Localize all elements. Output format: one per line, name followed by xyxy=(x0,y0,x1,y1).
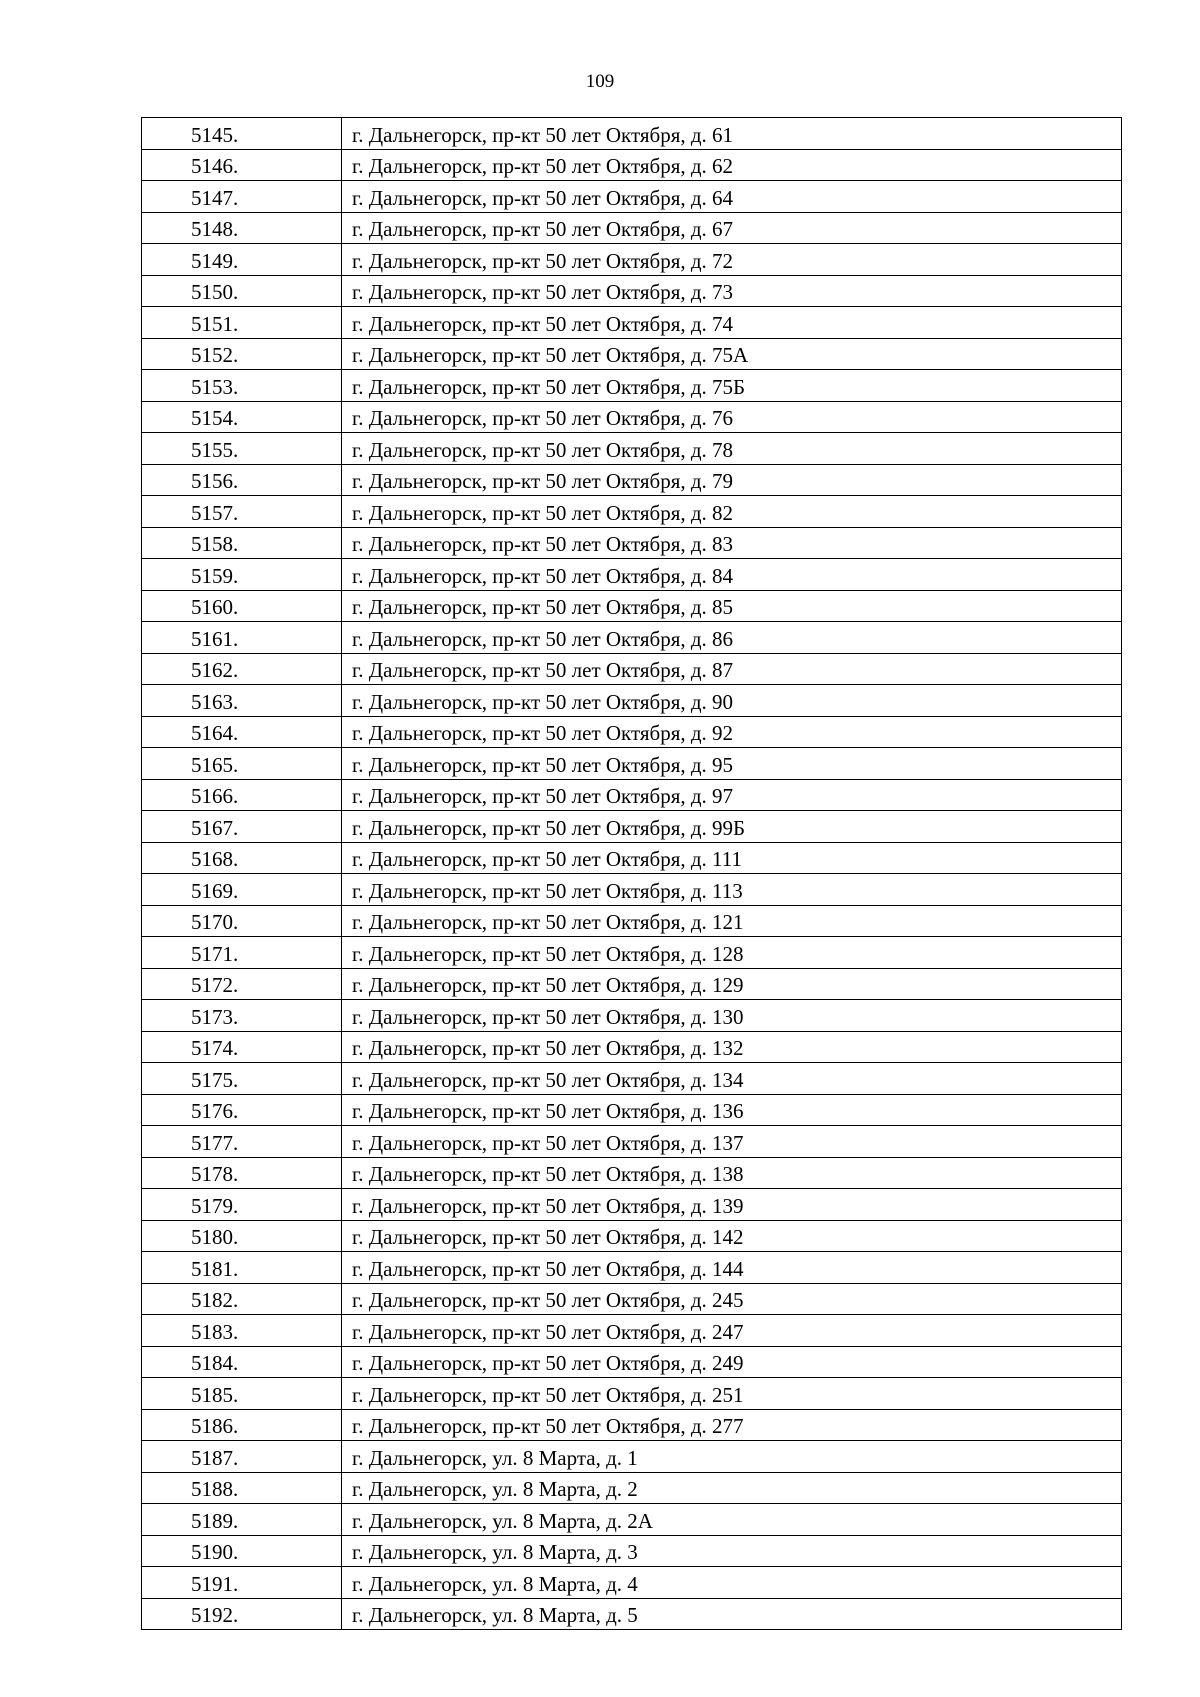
address-cell: г. Дальнегорск, пр-кт 50 лет Октября, д. 139 xyxy=(342,1189,1122,1221)
row-number-cell: 5167. xyxy=(142,811,342,843)
address-cell: г. Дальнегорск, пр-кт 50 лет Октября, д. 121 xyxy=(342,905,1122,937)
address-cell: г. Дальнегорск, пр-кт 50 лет Октября, д. 72 xyxy=(342,244,1122,276)
address-cell: г. Дальнегорск, ул. 8 Марта, д. 3 xyxy=(342,1535,1122,1567)
row-number-cell: 5169. xyxy=(142,874,342,906)
table-row xyxy=(142,1378,1122,1410)
row-number-cell: 5150. xyxy=(142,275,342,307)
address-cell: г. Дальнегорск, пр-кт 50 лет Октября, д. 97 xyxy=(342,779,1122,811)
row-number-cell: 5166. xyxy=(142,779,342,811)
table-row xyxy=(142,1441,1122,1473)
address-cell: г. Дальнегорск, пр-кт 50 лет Октября, д. 128 xyxy=(342,937,1122,969)
table-row xyxy=(142,968,1122,1000)
table-row xyxy=(142,842,1122,874)
row-number-cell: 5177. xyxy=(142,1126,342,1158)
table-row xyxy=(142,779,1122,811)
row-number-cell: 5174. xyxy=(142,1031,342,1063)
address-cell: г. Дальнегорск, пр-кт 50 лет Октября, д. 92 xyxy=(342,716,1122,748)
table-row xyxy=(142,1504,1122,1536)
address-cell: г. Дальнегорск, пр-кт 50 лет Октября, д. 134 xyxy=(342,1063,1122,1095)
table-row xyxy=(142,1472,1122,1504)
table-row xyxy=(142,716,1122,748)
row-number-cell: 5183. xyxy=(142,1315,342,1347)
address-cell: г. Дальнегорск, пр-кт 50 лет Октября, д. 95 xyxy=(342,748,1122,780)
address-cell: г. Дальнегорск, пр-кт 50 лет Октября, д. 73 xyxy=(342,275,1122,307)
row-number-cell: 5151. xyxy=(142,307,342,339)
address-cell: г. Дальнегорск, пр-кт 50 лет Октября, д. 249 xyxy=(342,1346,1122,1378)
address-table xyxy=(141,117,1122,1630)
row-number-cell: 5171. xyxy=(142,937,342,969)
row-number-cell: 5147. xyxy=(142,181,342,213)
table-row xyxy=(142,653,1122,685)
address-cell: г. Дальнегорск, пр-кт 50 лет Октября, д. 251 xyxy=(342,1378,1122,1410)
table-row xyxy=(142,905,1122,937)
row-number-cell: 5146. xyxy=(142,149,342,181)
table-row xyxy=(142,590,1122,622)
row-number-cell: 5163. xyxy=(142,685,342,717)
row-number-cell: 5179. xyxy=(142,1189,342,1221)
table-row xyxy=(142,401,1122,433)
table-row xyxy=(142,1094,1122,1126)
table-row xyxy=(142,874,1122,906)
row-number-cell: 5180. xyxy=(142,1220,342,1252)
table-row xyxy=(142,1567,1122,1599)
address-cell: г. Дальнегорск, пр-кт 50 лет Октября, д. 61 xyxy=(342,118,1122,150)
row-number-cell: 5173. xyxy=(142,1000,342,1032)
row-number-cell: 5187. xyxy=(142,1441,342,1473)
table-row xyxy=(142,1252,1122,1284)
address-cell: г. Дальнегорск, пр-кт 50 лет Октября, д. 136 xyxy=(342,1094,1122,1126)
address-cell: г. Дальнегорск, пр-кт 50 лет Октября, д. 75А xyxy=(342,338,1122,370)
address-cell: г. Дальнегорск, пр-кт 50 лет Октября, д. 79 xyxy=(342,464,1122,496)
table-row xyxy=(142,1031,1122,1063)
address-cell: г. Дальнегорск, пр-кт 50 лет Октября, д. 277 xyxy=(342,1409,1122,1441)
address-cell: г. Дальнегорск, пр-кт 50 лет Октября, д. 62 xyxy=(342,149,1122,181)
table-row xyxy=(142,370,1122,402)
row-number-cell: 5172. xyxy=(142,968,342,1000)
table-row xyxy=(142,559,1122,591)
table-row xyxy=(142,1189,1122,1221)
address-cell: г. Дальнегорск, пр-кт 50 лет Октября, д. 86 xyxy=(342,622,1122,654)
table-row xyxy=(142,1126,1122,1158)
table-row xyxy=(142,181,1122,213)
address-cell: г. Дальнегорск, пр-кт 50 лет Октября, д. 90 xyxy=(342,685,1122,717)
address-cell: г. Дальнегорск, пр-кт 50 лет Октября, д. 142 xyxy=(342,1220,1122,1252)
address-cell: г. Дальнегорск, пр-кт 50 лет Октября, д. 87 xyxy=(342,653,1122,685)
table-row xyxy=(142,244,1122,276)
row-number-cell: 5176. xyxy=(142,1094,342,1126)
address-cell: г. Дальнегорск, пр-кт 50 лет Октября, д. 84 xyxy=(342,559,1122,591)
table-row xyxy=(142,433,1122,465)
row-number-cell: 5149. xyxy=(142,244,342,276)
address-table-body xyxy=(142,118,1122,1630)
table-row xyxy=(142,1063,1122,1095)
row-number-cell: 5145. xyxy=(142,118,342,150)
table-row xyxy=(142,1157,1122,1189)
address-cell: г. Дальнегорск, пр-кт 50 лет Октября, д. 138 xyxy=(342,1157,1122,1189)
row-number-cell: 5148. xyxy=(142,212,342,244)
table-row xyxy=(142,1409,1122,1441)
table-row xyxy=(142,1220,1122,1252)
address-cell: г. Дальнегорск, пр-кт 50 лет Октября, д. 74 xyxy=(342,307,1122,339)
row-number-cell: 5165. xyxy=(142,748,342,780)
table-row xyxy=(142,527,1122,559)
table-row xyxy=(142,1346,1122,1378)
address-cell: г. Дальнегорск, ул. 8 Марта, д. 1 xyxy=(342,1441,1122,1473)
row-number-cell: 5159. xyxy=(142,559,342,591)
page-number: 109 xyxy=(585,71,615,92)
address-cell: г. Дальнегорск, пр-кт 50 лет Октября, д. 113 xyxy=(342,874,1122,906)
address-cell: г. Дальнегорск, ул. 8 Марта, д. 4 xyxy=(342,1567,1122,1599)
row-number-cell: 5161. xyxy=(142,622,342,654)
address-cell: г. Дальнегорск, пр-кт 50 лет Октября, д. 75Б xyxy=(342,370,1122,402)
table-row xyxy=(142,496,1122,528)
row-number-cell: 5155. xyxy=(142,433,342,465)
address-cell: г. Дальнегорск, пр-кт 50 лет Октября, д. 247 xyxy=(342,1315,1122,1347)
row-number-cell: 5188. xyxy=(142,1472,342,1504)
table-row xyxy=(142,464,1122,496)
row-number-cell: 5175. xyxy=(142,1063,342,1095)
row-number-cell: 5185. xyxy=(142,1378,342,1410)
address-cell: г. Дальнегорск, пр-кт 50 лет Октября, д. 64 xyxy=(342,181,1122,213)
address-cell: г. Дальнегорск, ул. 8 Марта, д. 2А xyxy=(342,1504,1122,1536)
row-number-cell: 5182. xyxy=(142,1283,342,1315)
table-row xyxy=(142,212,1122,244)
address-cell: г. Дальнегорск, пр-кт 50 лет Октября, д. 78 xyxy=(342,433,1122,465)
address-cell: г. Дальнегорск, пр-кт 50 лет Октября, д. 144 xyxy=(342,1252,1122,1284)
address-cell: г. Дальнегорск, пр-кт 50 лет Октября, д. 83 xyxy=(342,527,1122,559)
row-number-cell: 5170. xyxy=(142,905,342,937)
row-number-cell: 5186. xyxy=(142,1409,342,1441)
table-row xyxy=(142,937,1122,969)
row-number-cell: 5190. xyxy=(142,1535,342,1567)
table-row xyxy=(142,118,1122,150)
address-cell: г. Дальнегорск, пр-кт 50 лет Октября, д. 85 xyxy=(342,590,1122,622)
address-cell: г. Дальнегорск, ул. 8 Марта, д. 5 xyxy=(342,1598,1122,1630)
row-number-cell: 5160. xyxy=(142,590,342,622)
address-cell: г. Дальнегорск, пр-кт 50 лет Октября, д. 129 xyxy=(342,968,1122,1000)
row-number-cell: 5158. xyxy=(142,527,342,559)
table-row xyxy=(142,338,1122,370)
address-cell: г. Дальнегорск, пр-кт 50 лет Октября, д. 67 xyxy=(342,212,1122,244)
row-number-cell: 5178. xyxy=(142,1157,342,1189)
table-row xyxy=(142,811,1122,843)
address-cell: г. Дальнегорск, пр-кт 50 лет Октября, д. 137 xyxy=(342,1126,1122,1158)
address-cell: г. Дальнегорск, пр-кт 50 лет Октября, д. 82 xyxy=(342,496,1122,528)
address-cell: г. Дальнегорск, пр-кт 50 лет Октября, д. 111 xyxy=(342,842,1122,874)
row-number-cell: 5164. xyxy=(142,716,342,748)
row-number-cell: 5152. xyxy=(142,338,342,370)
table-row xyxy=(142,275,1122,307)
row-number-cell: 5156. xyxy=(142,464,342,496)
row-number-cell: 5154. xyxy=(142,401,342,433)
row-number-cell: 5191. xyxy=(142,1567,342,1599)
row-number-cell: 5192. xyxy=(142,1598,342,1630)
table-row xyxy=(142,1598,1122,1630)
address-cell: г. Дальнегорск, пр-кт 50 лет Октября, д. 99Б xyxy=(342,811,1122,843)
table-row xyxy=(142,1283,1122,1315)
row-number-cell: 5168. xyxy=(142,842,342,874)
row-number-cell: 5181. xyxy=(142,1252,342,1284)
table-row xyxy=(142,1315,1122,1347)
row-number-cell: 5157. xyxy=(142,496,342,528)
table-row xyxy=(142,307,1122,339)
table-row xyxy=(142,685,1122,717)
row-number-cell: 5153. xyxy=(142,370,342,402)
address-cell: г. Дальнегорск, пр-кт 50 лет Октября, д. 76 xyxy=(342,401,1122,433)
row-number-cell: 5162. xyxy=(142,653,342,685)
table-row xyxy=(142,149,1122,181)
table-row xyxy=(142,1000,1122,1032)
table-row xyxy=(142,1535,1122,1567)
address-cell: г. Дальнегорск, ул. 8 Марта, д. 2 xyxy=(342,1472,1122,1504)
table-row xyxy=(142,622,1122,654)
table-row xyxy=(142,748,1122,780)
row-number-cell: 5189. xyxy=(142,1504,342,1536)
address-cell: г. Дальнегорск, пр-кт 50 лет Октября, д. 130 xyxy=(342,1000,1122,1032)
row-number-cell: 5184. xyxy=(142,1346,342,1378)
address-cell: г. Дальнегорск, пр-кт 50 лет Октября, д. 132 xyxy=(342,1031,1122,1063)
address-cell: г. Дальнегорск, пр-кт 50 лет Октября, д. 245 xyxy=(342,1283,1122,1315)
